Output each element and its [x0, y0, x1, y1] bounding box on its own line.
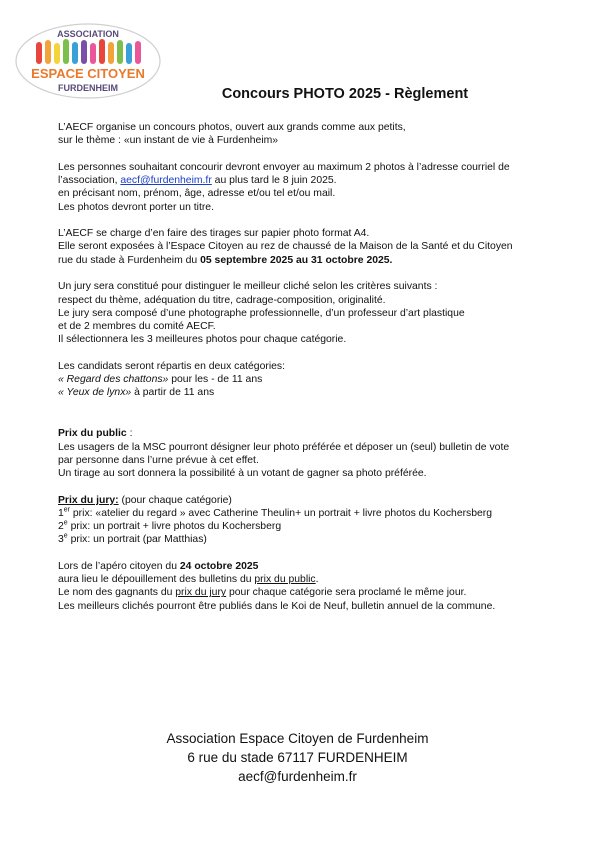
results-public-prize: prix du public	[254, 574, 316, 586]
exhibition-line-2: Elle seront exposées à l’Espace Citoyen au rez de chaussé de la Maison de la Santé et du Citoyen	[58, 241, 513, 253]
results-jury-prize: prix du jury	[175, 587, 227, 599]
first-prize-num: 1	[58, 507, 64, 519]
third-prize-num: 3	[58, 534, 64, 546]
results-line-2-pre: aura lieu le dépouillement des bulletins du	[58, 574, 255, 586]
second-prize	[58, 520, 558, 533]
jury-paragraph	[58, 280, 558, 346]
second-prize-text: prix: un portrait + livre photos du Kochersberg	[67, 521, 282, 533]
third-prize-sup: e	[63, 532, 68, 540]
submission-paragraph	[58, 161, 558, 214]
submission-line-2-post: au plus tard le 8 juin 2025.	[211, 175, 337, 187]
exhibition-line-1: L’AECF se charge d’en faire des tirages sur papier photo format A4.	[58, 228, 370, 240]
exhibition-paragraph	[58, 227, 558, 267]
svg-text:ESPACE CITOYEN: ESPACE CITOYEN	[31, 66, 145, 81]
exhibition-line-3-pre: rue du stade à Furdenheim du	[58, 254, 201, 266]
submission-line-4: Les photos devront porter un titre.	[58, 201, 214, 213]
category-older	[58, 386, 558, 399]
results-line-2-post: .	[315, 574, 319, 586]
category-older-name: « Yeux de lynx»	[58, 387, 132, 399]
results-line-2	[58, 573, 558, 586]
jury-prize-heading	[58, 494, 558, 507]
jury-prize-note: (pour chaque catégorie)	[118, 494, 232, 506]
results-line-1-pre: Lors de l’apéro citoyen du	[58, 561, 180, 573]
jury-prize-paragraph	[58, 494, 558, 547]
public-prize-title: Prix du public	[58, 428, 127, 440]
public-prize-line-2: par personne dans l’urne prévue à cet effet.	[58, 454, 259, 466]
public-prize-paragraph	[58, 427, 558, 480]
submission-line-2-pre: l’association,	[58, 175, 121, 187]
categories-paragraph	[58, 360, 558, 400]
intro-line-2: sur le thème : «un instant de vie à Furdenheim»	[58, 135, 279, 147]
results-line-3	[58, 586, 558, 599]
jury-prize-title: Prix du jury:	[58, 494, 119, 506]
email-link[interactable]: aecf@furdenheim.fr	[120, 175, 212, 187]
categories-line-1: Les candidats seront répartis en deux catégories:	[58, 360, 285, 372]
second-prize-num: 2	[58, 521, 64, 533]
submission-line-2	[58, 174, 558, 187]
public-prize-colon: :	[126, 428, 133, 440]
jury-line-4: et de 2 membres du comité AECF.	[58, 320, 216, 332]
first-prize-sup: er	[63, 506, 71, 514]
footer-street: 6 rue du stade 67117 FURDENHEIM	[187, 750, 408, 765]
exhibition-dates: 05 septembre 2025 au 31 octobre 2025.	[200, 254, 393, 266]
footer-email: aecf@furdenheim.fr	[238, 769, 357, 784]
public-prize-heading	[58, 427, 558, 440]
results-paragraph	[58, 560, 558, 613]
results-date: 24 octobre 2025	[179, 561, 259, 573]
third-prize-text: prix: un portrait (par Matthias)	[67, 534, 207, 546]
submission-line-1: Les personnes souhaitant concourir devront envoyer au maximum 2 photos à l’adresse courriel de	[58, 161, 510, 173]
jury-line-2: respect du thème, adéquation du titre, cadrage-composition, originalité.	[58, 294, 386, 306]
results-line-3-pre: Le nom des gagnants du	[58, 587, 176, 599]
results-line-1	[58, 560, 558, 573]
results-line-3-post: pour chaque catégorie sera proclamé le même jour.	[226, 587, 467, 599]
category-older-age: à partir de 11 ans	[131, 387, 215, 399]
category-young-name: « Regard des chattons»	[58, 374, 169, 386]
first-prize-text: prix: «atelier du regard » avec Catherine Theulin+ un portrait + livre photos du Kochersberg	[70, 507, 493, 519]
first-prize	[58, 507, 558, 520]
category-young-age: pour les - de 11 ans	[168, 374, 263, 386]
public-prize-line-3: Un tirage au sort donnera la possibilité à un votant de gagner sa photo préférée.	[58, 468, 427, 480]
jury-line-5: Il sélectionnera les 3 meilleures photos pour chaque catégorie.	[58, 334, 347, 346]
rules-body	[58, 121, 558, 626]
svg-text:ASSOCIATION: ASSOCIATION	[57, 29, 119, 39]
exhibition-line-3	[58, 254, 558, 267]
results-line-4: Les meilleurs clichés pourront être publiés dans le Koi de Neuf, bulletin annuel de la commune.	[58, 600, 496, 612]
second-prize-sup: e	[63, 519, 68, 527]
public-prize-line-1: Les usagers de la MSC pourront désigner leur photo préférée et déposer un (seul) bulletin de vote	[58, 441, 510, 453]
submission-line-3: en précisant nom, prénom, âge, adresse et/ou tel et/ou mail.	[58, 188, 336, 200]
page-title: Concours PHOTO 2025 - Règlement	[221, 86, 469, 102]
footer-address	[0, 729, 595, 786]
footer-association-name: Association Espace Citoyen de Furdenheim	[166, 731, 429, 746]
intro-line-1: L’AECF organise un concours photos, ouvert aux grands comme aux petits,	[58, 122, 406, 133]
category-young	[58, 373, 558, 386]
intro-paragraph	[58, 121, 558, 147]
svg-text:FURDENHEIM: FURDENHEIM	[58, 83, 118, 93]
jury-line-1: Un jury sera constitué pour distinguer le meilleur cliché selon les critères suivants :	[58, 281, 438, 293]
jury-line-3: Le jury sera composé d’une photographe professionnelle, d’un professeur d’art plastique	[58, 307, 465, 319]
third-prize	[58, 533, 558, 546]
